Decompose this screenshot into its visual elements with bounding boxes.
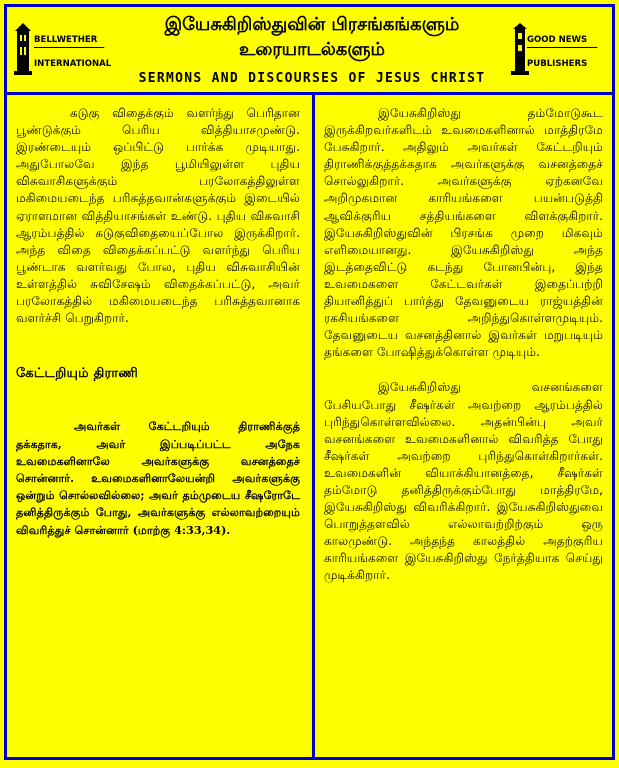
title-tamil-2: உரையாடல்களும் bbox=[239, 39, 385, 60]
right-paragraph-1: இயேசுகிறிஸ்து தம்மோடுகூட இருக்கிறவர்களிடம் உவமைகளினால் மாத்திரமே பேசுகிறார். அதிலும் அவர்கள் கேட்டறியும் திராணிக்குத்தக்கதாக அவர்களுக்கு வசனத்தைச் சொல்லுகிறார். அவர்களுக்கு ஏற்கனவே அறிமுகமான காரியங்களை பயன்படுத்தி ஆவிக்குரிய சத்தியங்களை விளக்குகிறார். இயேசுகிறிஸ்துவின் பிரசங்க முறை மிகவும் எளிமையானது. இயேசுகிறிஸ்து அந்த இடத்தைவிட்டு கடந்து போனபின்பு, இந்த உவமைகளை கேட்டவர்கள் இதைப்பற்றி தியானித்துப் பார்த்து தேவனுடைய ராஜ்யத்தின் ரகசியங்களை அறிந்துகொள்ளமுடியும். தேவனுடைய வசனத்தினால் இவர்கள் மறுபடியும் தங்களை போஷித்துக்கொள்ள முடியும். bbox=[324, 106, 603, 360]
logo-left-line1: BELLWETHER bbox=[34, 35, 104, 48]
paragraph-gap bbox=[324, 361, 603, 379]
page bbox=[4, 4, 615, 760]
left-column bbox=[7, 95, 309, 757]
right-paragraph-2: இயேசுகிறிஸ்து வசனங்களை பேசியபோது சீஷர்கள் அவற்றை ஆரம்பத்தில் புரிந்துகொள்ளவில்லை. அதன்பின்பு அவர் வசனங்களை உவமைகளினால் விவரித்த போது சீஷர்கள் அவற்றை புரிந்துகொள்கிறார்கள். உவமைகளின் வியாக்கியானத்தை, சீஷர்கள் தம்மோடு தனித்திருக்கும்போது மாத்திரமே, இயேசுகிறிஸ்து விவரிக்கிறார். இயேசுகிறிஸ்துவை பொறுத்தளவில் எல்லாவற்றிற்கும் ஒரு காலமுண்டு. அந்தந்த காலத்தில் அதற்குரிய காரியங்களை இயேசுகிறிஸ்து நேர்த்தியாக செய்து முடிக்கிறார். bbox=[324, 380, 603, 583]
header bbox=[7, 7, 612, 95]
bellwether-logo bbox=[12, 15, 112, 81]
good-news-logo bbox=[511, 15, 606, 81]
title-english: SERMONS AND DISCOURSES OF JESUS CHRIST bbox=[138, 71, 486, 86]
title-tamil-1: இயேசுகிறிஸ்துவின் பிரசங்கங்களும் bbox=[164, 14, 460, 35]
bellwether-tower-icon bbox=[14, 23, 32, 75]
scripture-quote bbox=[16, 418, 300, 538]
left-paragraph-1: கடுகு விதைக்கும் வளர்ந்து பெரிதான பூண்டுக்கும் பெரிய வித்தியாசமுண்டு. இரண்டையும் ஒப்பிட்டு பார்க்க முடியாது. அதுபோலவே இந்த பூமியிலுள்ள புதிய விசுவாசிகளுக்கும் பரலோகத்திலுள்ள மகிமையடைந்த பரிசுத்தவான்களுக்கும் இடையில் ஏராளமான வித்தியாசங்கள் உண்டு. புதிய விசுவாசி ஆரம்பத்தில் கடுகுவிதையைப்போல இருக்கிறார். அந்த விதை விதைக்கப்பட்டு வளர்ந்து பெரிய பூண்டாக வளர்வது போல, புதிய விசுவாசியின் உள்ளத்தில் சுவிசேஷம் விதைக்கப்பட்டு, அவர் பரலோகத்தில் மகிமையடைந்த பரிசுத்தவானாக வளர்ச்சி பெறுகிறார். bbox=[16, 106, 300, 326]
logo-left-line2: INTERNATIONAL bbox=[34, 59, 112, 69]
right-column bbox=[312, 95, 612, 757]
logo-right-line1: GOOD NEWS bbox=[527, 35, 597, 48]
logo-right-line2: PUBLISHERS bbox=[527, 59, 588, 69]
quote-text: அவர்கள் கேட்டறியும் திராணிக்குத் தக்கதாக, அவர் இப்படிப்பட்ட அநேக உவமைகளினாலே அவர்களுக்கு வசனத்தைச் சொன்னார். உவமைகளினாலேயன்றி அவர்களுக்கு ஒன்றும் சொல்லவில்லை; அவர் தம்முடைய சீஷரோடே தனித்திருக்கும் போது, அவர்களுக்கு எல்லாவற்றையும் விவரித்துச் சொன்னார் (மாற்கு 4:33,34). bbox=[16, 419, 300, 537]
section-heading: கேட்டறியும் திராணி bbox=[16, 366, 139, 382]
